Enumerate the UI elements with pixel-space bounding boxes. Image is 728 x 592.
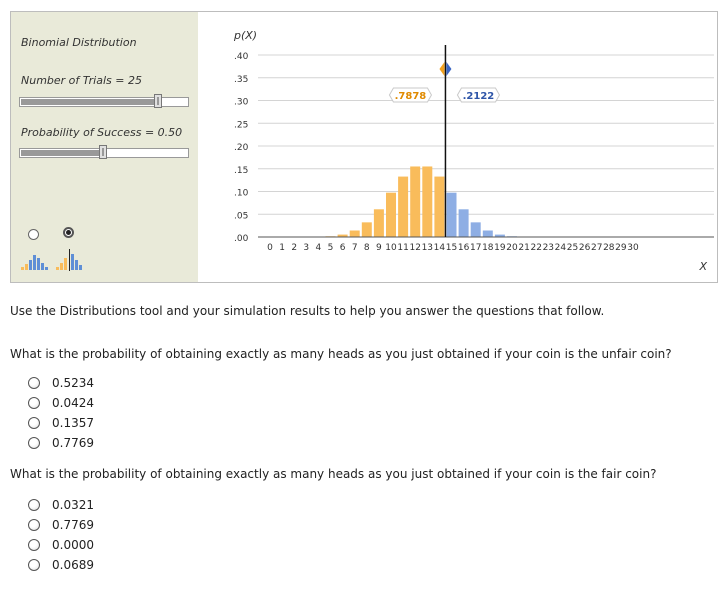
x-tick-label: 29 — [615, 243, 627, 253]
bar-x-13 — [422, 166, 432, 237]
y-tick-label: .10 — [234, 188, 249, 199]
bar-x-17 — [471, 222, 481, 237]
split-distribution-radio[interactable] — [63, 227, 74, 238]
question-1-prompt: What is the probability of obtaining exactly as many heads as you just obtained if your coin is the unfair coin? — [10, 347, 672, 361]
intro-text: Use the Distributions tool and your simulation results to help you answer the questions that follow. — [10, 304, 605, 318]
radio-icon[interactable] — [28, 397, 40, 409]
single-distribution-radio[interactable] — [28, 229, 39, 240]
x-tick-label: 7 — [351, 243, 358, 253]
probability-slider-fill — [21, 150, 104, 156]
trials-slider-thumb[interactable] — [154, 94, 162, 108]
radio-icon[interactable] — [28, 377, 40, 389]
x-tick-label: 2 — [291, 243, 298, 253]
x-tick-label: 26 — [578, 243, 591, 253]
probability-of-success-label: Probability of Success = 0.50 — [21, 126, 183, 139]
bar-x-14 — [434, 177, 444, 237]
control-panel — [11, 12, 198, 282]
bar-x-10 — [386, 193, 396, 237]
right-area-value: .2122 — [462, 91, 495, 102]
radio-icon[interactable] — [28, 417, 40, 429]
x-tick-label: 12 — [409, 243, 421, 253]
x-tick-label: 24 — [554, 243, 567, 253]
left-area-badge — [389, 88, 431, 102]
split-distribution-icon[interactable] — [55, 249, 85, 271]
y-tick-label: .20 — [234, 143, 249, 153]
x-tick-label: 0 — [267, 243, 273, 253]
x-tick-label: 19 — [494, 243, 506, 253]
right-area-badge — [457, 88, 499, 102]
x-tick-label: 15 — [445, 243, 458, 253]
x-tick-label: 11 — [397, 243, 409, 253]
y-tick-label: .25 — [234, 120, 249, 131]
x-tick-label: 20 — [506, 243, 518, 253]
x-tick-label: 23 — [542, 243, 555, 253]
bar-x-7 — [350, 230, 360, 237]
x-tick-label: 17 — [469, 243, 482, 253]
x-tick-label: 5 — [327, 243, 334, 253]
x-tick-label: 13 — [421, 243, 434, 253]
y-tick-label: .05 — [234, 211, 249, 222]
radio-icon[interactable] — [28, 519, 40, 531]
number-of-trials-label: Number of Trials = 25 — [21, 74, 142, 87]
radio-icon[interactable] — [28, 559, 40, 571]
bar-x-9 — [374, 209, 384, 237]
number-of-trials-slider[interactable] — [19, 97, 189, 107]
x-tick-label: 30 — [627, 243, 639, 253]
y-tick-label: .15 — [234, 165, 249, 176]
x-axis-label: X — [699, 260, 707, 273]
radio-icon[interactable] — [28, 499, 40, 511]
y-tick-label: .40 — [234, 52, 249, 62]
single-distribution-icon[interactable] — [20, 249, 50, 271]
bar-x-11 — [398, 177, 408, 237]
radio-icon[interactable] — [28, 539, 40, 551]
y-axis-label: p(X) — [234, 29, 258, 42]
left-area-value: .7878 — [394, 91, 427, 102]
y-tick-label: .30 — [234, 97, 249, 108]
x-tick-label: 10 — [385, 243, 397, 253]
x-tick-label: 1 — [279, 243, 285, 253]
bar-x-16 — [459, 209, 469, 237]
x-tick-label: 16 — [457, 243, 470, 253]
x-tick-label: 4 — [315, 243, 322, 253]
x-tick-label: 8 — [363, 243, 370, 253]
radio-icon[interactable] — [28, 437, 40, 449]
x-tick-label: 14 — [433, 243, 446, 253]
x-tick-label: 25 — [566, 243, 579, 253]
cutoff-handle-left-icon[interactable] — [439, 62, 444, 76]
distribution-title: Binomial Distribution — [21, 36, 137, 49]
bar-x-12 — [410, 166, 420, 237]
probability-slider-thumb[interactable] — [99, 145, 107, 159]
x-tick-label: 22 — [530, 243, 542, 253]
x-tick-label: 6 — [339, 243, 346, 253]
x-tick-label: 18 — [482, 243, 494, 253]
bar-x-15 — [447, 193, 457, 237]
bar-x-18 — [483, 230, 493, 237]
y-tick-label: .35 — [234, 74, 249, 85]
y-tick-label: .00 — [234, 234, 249, 244]
bar-x-8 — [362, 222, 372, 237]
x-tick-label: 3 — [303, 243, 310, 253]
probability-of-success-slider[interactable] — [19, 148, 189, 158]
distributions-tool — [10, 11, 718, 283]
cutoff-handle-right-icon[interactable] — [446, 62, 451, 76]
x-tick-label: 28 — [603, 243, 615, 253]
trials-slider-fill — [21, 99, 159, 105]
question-2-prompt: What is the probability of obtaining exactly as many heads as you just obtained if your coin is the fair coin? — [10, 467, 657, 481]
x-tick-label: 27 — [590, 243, 603, 253]
x-tick-label: 9 — [376, 243, 382, 253]
binomial-chart — [198, 12, 717, 282]
x-tick-label: 21 — [518, 243, 530, 253]
